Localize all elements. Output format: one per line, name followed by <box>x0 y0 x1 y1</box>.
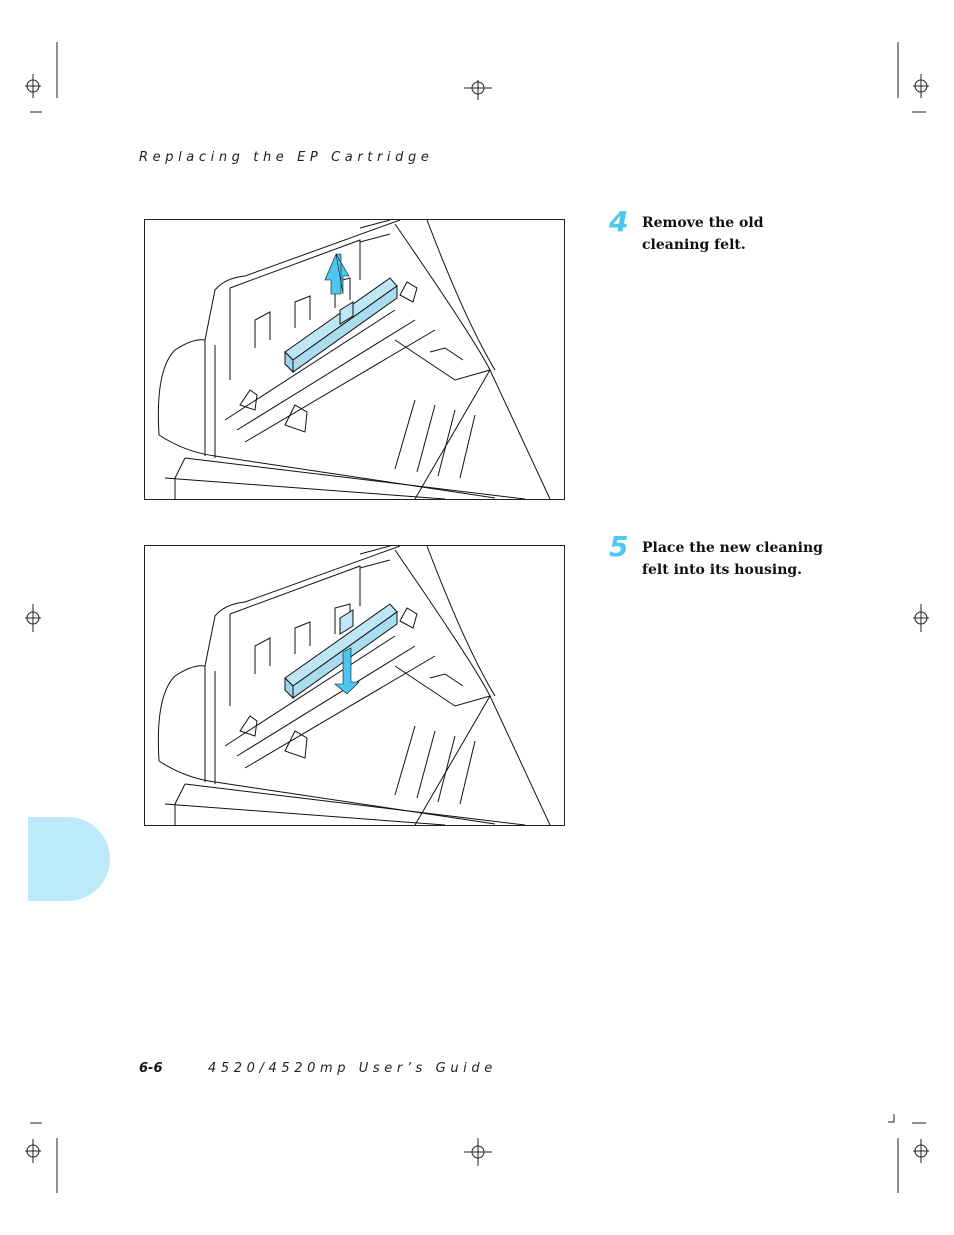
book-title: 4520/4520mp User’s Guide <box>208 1061 497 1076</box>
step-instruction: Remove the old cleaning felt. <box>642 215 764 253</box>
chapter-thumb-tab <box>28 817 110 901</box>
step-number: 5 <box>609 530 629 563</box>
figure-remove-felt <box>144 219 565 500</box>
page-number: 6-6 <box>139 1061 163 1076</box>
printer-illustration <box>145 546 564 825</box>
figure-place-felt <box>144 545 565 826</box>
step-number: 4 <box>609 205 629 238</box>
arrow-up-icon <box>325 254 349 294</box>
printer-illustration <box>145 220 564 499</box>
step-instruction: Place the new cleaning felt into its housing. <box>642 540 823 578</box>
running-header: Replacing the EP Cartridge <box>139 150 434 165</box>
